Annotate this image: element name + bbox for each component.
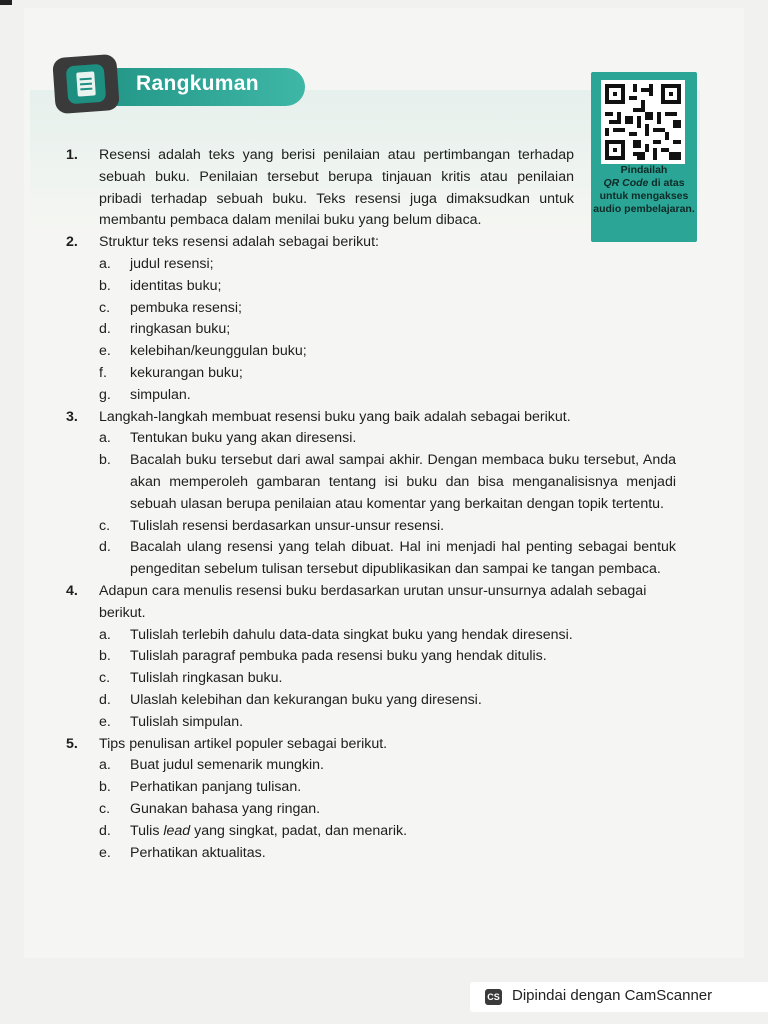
sub-letter: b.: [99, 779, 111, 796]
item-text: Resensi adalah teks yang berisi penilaian atau pertimbangan terhadap sebuah buku. Penilaian tersebut berupa tinjauan kritis atau penilaian pribadi terhadap sebuah buku. Teks resensi juga dimaksudkan untuk membantu pembaca dalam menilai buku yang belum dibaca.: [99, 147, 574, 229]
sub-letter: c.: [99, 670, 111, 687]
sub-item: [99, 755, 676, 777]
sub-item: [99, 777, 676, 799]
sub-text: kelebihan/keunggulan buku;: [130, 343, 307, 360]
sub-letter: a.: [99, 255, 111, 272]
sub-item: [99, 537, 676, 581]
sub-item: [99, 516, 676, 538]
sub-letter: b.: [99, 452, 111, 469]
sub-text: Tulislah resensi berdasarkan unsur-unsur resensi.: [130, 517, 445, 534]
sub-text: Ulaslah kelebihan dan kekurangan buku yang diresensi.: [130, 691, 482, 708]
qr-caption-rest: di atas untuk mengakses audio pembelajaran.: [593, 177, 695, 215]
sub-text: identitas buku;: [130, 277, 222, 294]
sub-text: judul resensi;: [130, 255, 214, 272]
sub-text: Tulis: [130, 822, 164, 839]
sub-item: [99, 341, 676, 363]
sub-item: [99, 428, 676, 450]
sub-letter: b.: [99, 648, 111, 665]
list-item: [66, 734, 676, 865]
sub-text: Gunakan bahasa yang ringan.: [130, 800, 321, 817]
sub-letter: e.: [99, 343, 111, 360]
item-text: Struktur teks resensi adalah sebagai berikut:: [99, 234, 379, 251]
sub-letter: c.: [99, 517, 111, 534]
sub-letter: a.: [99, 430, 111, 447]
sub-letter: g.: [99, 386, 111, 403]
sub-item: [99, 450, 676, 515]
sub-text: Tentukan buku yang akan diresensi.: [130, 430, 357, 447]
sub-text: Tulislah paragraf pembuka pada resensi buku yang hendak ditulis.: [130, 648, 547, 665]
sub-text: simpulan.: [130, 386, 191, 403]
qr-caption-text: Pindailah: [620, 164, 668, 176]
sub-item: [99, 319, 676, 341]
sub-letter: f.: [99, 364, 107, 381]
sub-letter: b.: [99, 277, 111, 294]
sub-item: [99, 385, 676, 407]
book-icon: [52, 54, 120, 114]
sub-letter: c.: [99, 299, 111, 316]
scanner-watermark: [470, 982, 768, 1012]
sub-item: [99, 821, 676, 843]
section-header: [50, 62, 305, 108]
sub-text: Perhatikan aktualitas.: [130, 844, 266, 861]
summary-list: [66, 145, 676, 864]
list-item: [66, 232, 676, 406]
sub-letter: d.: [99, 539, 111, 556]
qr-caption-italic: QR Code: [603, 177, 649, 189]
sub-item: [99, 646, 676, 668]
sub-item: [99, 712, 676, 734]
item-number: 2.: [66, 234, 78, 251]
sub-text: yang singkat, padat, dan menarik.: [190, 822, 408, 839]
sub-letter: a.: [99, 626, 111, 643]
scan-edge-mark: [0, 0, 12, 5]
sub-text: Buat judul semenarik mungkin.: [130, 757, 324, 774]
item-text: Tips penulisan artikel populer sebagai berikut.: [99, 735, 388, 752]
item-number: 3.: [66, 408, 78, 425]
item-number: 1.: [66, 147, 78, 163]
list-item: [66, 145, 676, 232]
sub-text: Tulislah simpulan.: [130, 713, 244, 730]
sub-letter: d.: [99, 321, 111, 338]
item-number: 5.: [66, 735, 78, 752]
sub-text: kekurangan buku;: [130, 364, 243, 381]
sub-text: pembuka resensi;: [130, 299, 242, 316]
item-text: Adapun cara menulis resensi buku berdasarkan urutan unsur-unsurnya adalah sebagai berikut.: [99, 582, 647, 621]
sub-text: Tulislah ringkasan buku.: [130, 670, 283, 687]
section-title: Rangkuman: [136, 72, 259, 95]
sub-letter: a.: [99, 757, 111, 774]
sub-item: [99, 363, 676, 385]
sub-item: [99, 668, 676, 690]
sub-item: [99, 690, 676, 712]
sub-text: Bacalah buku tersebut dari awal sampai akhir. Dengan membaca buku tersebut, Anda akan memperoleh gambaran tentang isi buku dan bisa menganalisisnya menjadi sebuah ulasan berupa penilaian atau komentar yang berkaitan dengan topik tertentu.: [130, 452, 676, 512]
sub-letter: c.: [99, 800, 111, 817]
camscanner-logo-icon: CS: [485, 989, 502, 1005]
sub-item: [99, 276, 676, 298]
item-text: Langkah-langkah membuat resensi buku yang baik adalah sebagai berikut.: [99, 408, 571, 425]
sub-letter: e.: [99, 713, 111, 730]
sub-letter: d.: [99, 691, 111, 708]
sub-item: [99, 625, 676, 647]
sub-text: Bacalah ulang resensi yang telah dibuat. Hal ini menjadi hal penting sebagai bentuk pengeditan sebelum tulisan tersebut dipublikasikan dan sampai ke tangan pembaca.: [130, 539, 676, 578]
sub-letter: d.: [99, 822, 111, 839]
sub-item: [99, 799, 676, 821]
sub-text: Tulislah terlebih dahulu data-data singkat buku yang hendak diresensi.: [130, 626, 573, 643]
sub-text: ringkasan buku;: [130, 321, 231, 338]
sub-item: [99, 298, 676, 320]
item-number: 4.: [66, 582, 78, 599]
list-item: [66, 581, 676, 734]
sub-letter: e.: [99, 844, 111, 861]
sub-text-italic: lead: [163, 822, 191, 839]
watermark-text: Dipindai dengan CamScanner: [512, 987, 713, 1004]
list-item: [66, 407, 676, 581]
sub-item: [99, 254, 676, 276]
sub-text: Perhatikan panjang tulisan.: [130, 779, 302, 796]
sub-item: [99, 843, 676, 865]
